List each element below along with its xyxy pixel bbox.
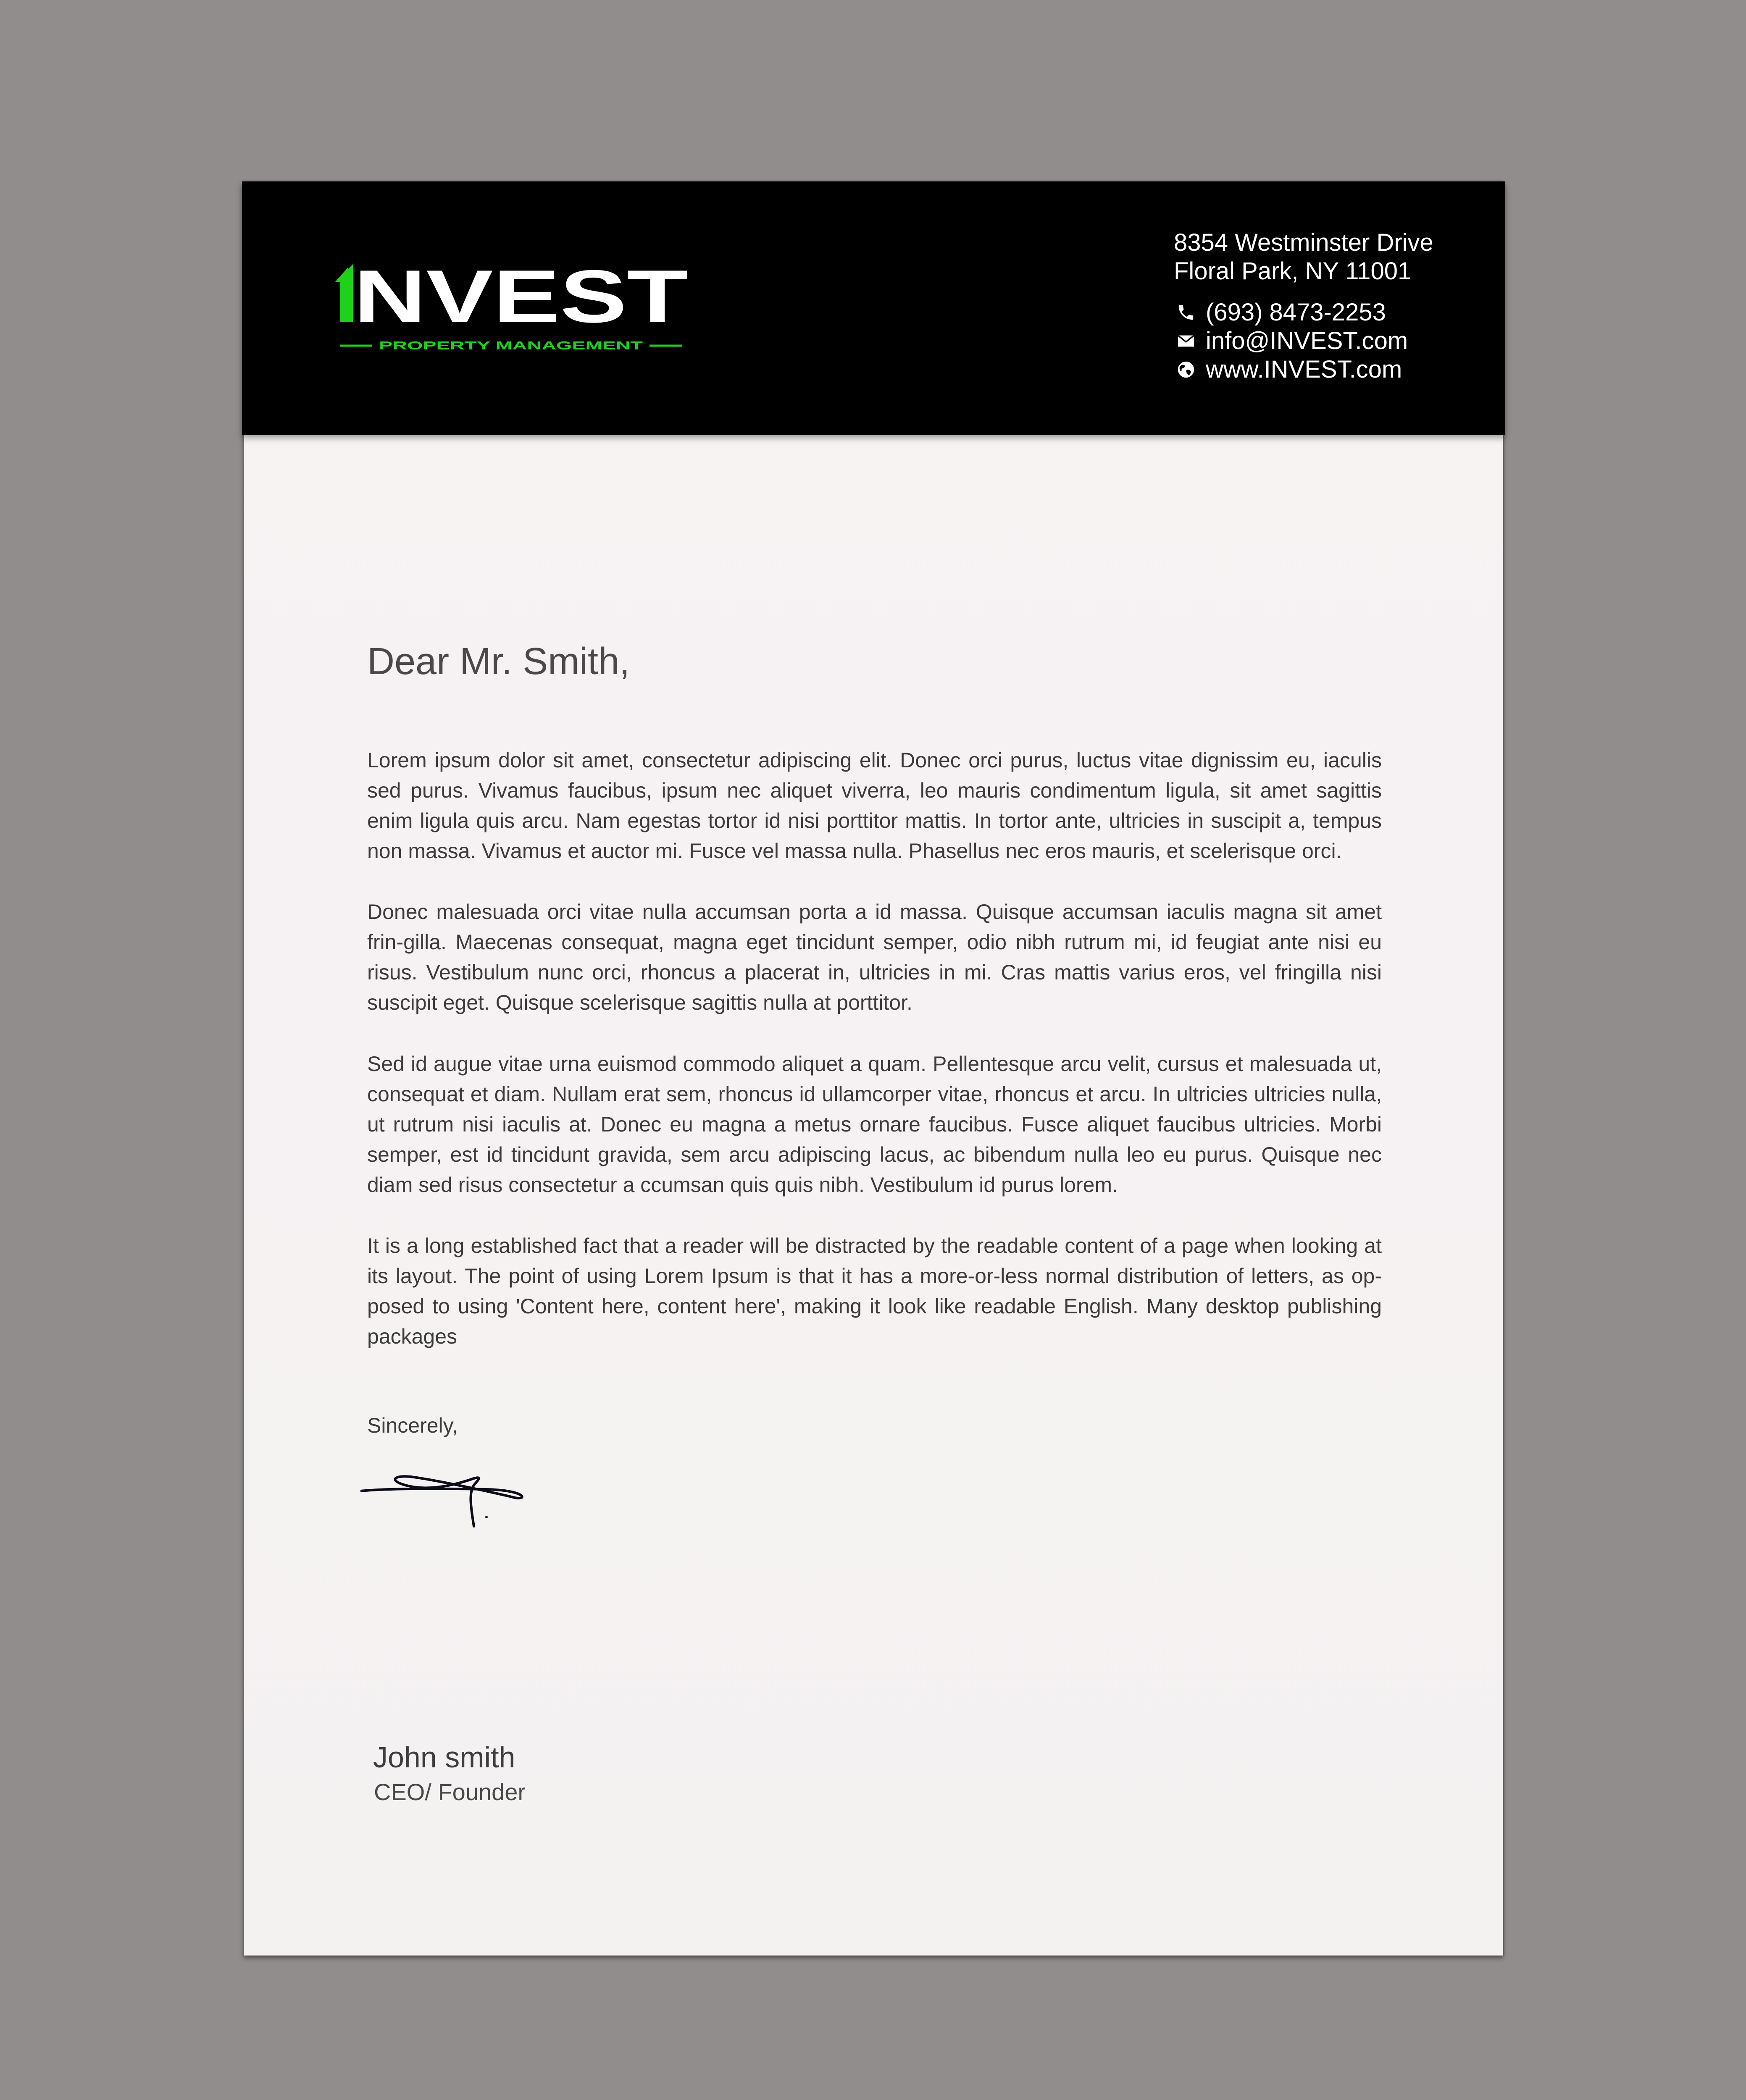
- brand-logo: [335, 259, 697, 360]
- email-line: [1174, 327, 1433, 355]
- handwritten-signature: [360, 1463, 529, 1539]
- contact-block: [1174, 228, 1433, 384]
- envelope-icon: [1176, 331, 1196, 351]
- letter-paragraph: Donec malesuada orci vitae nulla accumsan porta a id massa. Quisque accumsan iaculis magna sit amet frin-gilla. Maecenas consequat, magna eget tincidunt semper, odio nibh rutrum mi, id feugiat ante nisi eu risus. Vestibulum nunc orci, rhoncus a placerat in, ultricies in mi. Cras mattis varius eros, vel fringilla nisi suscipit eget. Quisque scelerisque sagittis nulla at porttitor.: [367, 900, 1382, 1014]
- letter-closing: Sincerely,: [367, 1414, 458, 1437]
- letter-greeting: Dear Mr. Smith,: [367, 640, 630, 682]
- letterhead-page: [244, 181, 1503, 1956]
- phone-number[interactable]: (693) 8473-2253: [1206, 299, 1386, 326]
- signer-name: John smith: [373, 1741, 515, 1774]
- logo-tagline: PROPERTY MANAGEMENT: [379, 339, 643, 352]
- letter-paragraph: It is a long established fact that a reader will be distracted by the readable content of a page when looking at its layout. The point of using Lorem Ipsum is that it has a more-or-less normal distribution of letters, as op-posed to using 'Content here, content here', making it look like readable English. Many desktop publishing packages: [367, 1234, 1382, 1348]
- letter-paragraph: Lorem ipsum dolor sit amet, consectetur adipiscing elit. Donec orci purus, luctus vitae dignissim eu, iaculis sed purus. Vivamus faucibus, ipsum nec aliquet viverra, leo mauris condimentum ligula, sit amet sagittis enim ligula quis arcu. Nam egestas tortor id nisi porttitor mattis. In tortor ante, ultricies in suscipit a, tempus non massa. Vivamus et auctor mi. Fusce vel massa nulla. Phasellus nec eros mauris, et scelerisque orci.: [367, 748, 1382, 863]
- letter-paragraph: Sed id augue vitae urna euismod commodo aliquet a quam. Pellentesque arcu velit, cursus et malesuada ut, consequat et diam. Nullam erat sem, rhoncus id ullamcorper vitae, rhoncus et arcu. In ultricies ultricies nulla, ut rutrum nisi iaculis at. Donec eu magna a metus ornare faucibus. Fusce aliquet faucibus ultricies. Morbi semper, est id tincidunt gravida, sem arcu adipiscing lacus, ac bibendum nulla leo eu purus. Quisque nec diam sed risus consectetur a ccumsan quis quis nibh. Vestibulum id purus lorem.: [367, 1052, 1382, 1197]
- website-url[interactable]: www.INVEST.com: [1206, 356, 1402, 383]
- website-line: [1174, 355, 1433, 384]
- email-address[interactable]: info@INVEST.com: [1206, 327, 1408, 354]
- phone-line: [1174, 298, 1433, 327]
- address-line-1: 8354 Westminster Drive: [1174, 229, 1433, 256]
- signer-title: CEO/ Founder: [374, 1779, 526, 1805]
- globe-icon: [1176, 360, 1196, 379]
- phone-icon: [1176, 303, 1196, 322]
- letterhead-header: [242, 181, 1505, 435]
- logo-wordmark: NVEST: [354, 259, 688, 338]
- address-line-2: Floral Park, NY 11001: [1174, 257, 1412, 285]
- logo-graphic: [335, 259, 697, 360]
